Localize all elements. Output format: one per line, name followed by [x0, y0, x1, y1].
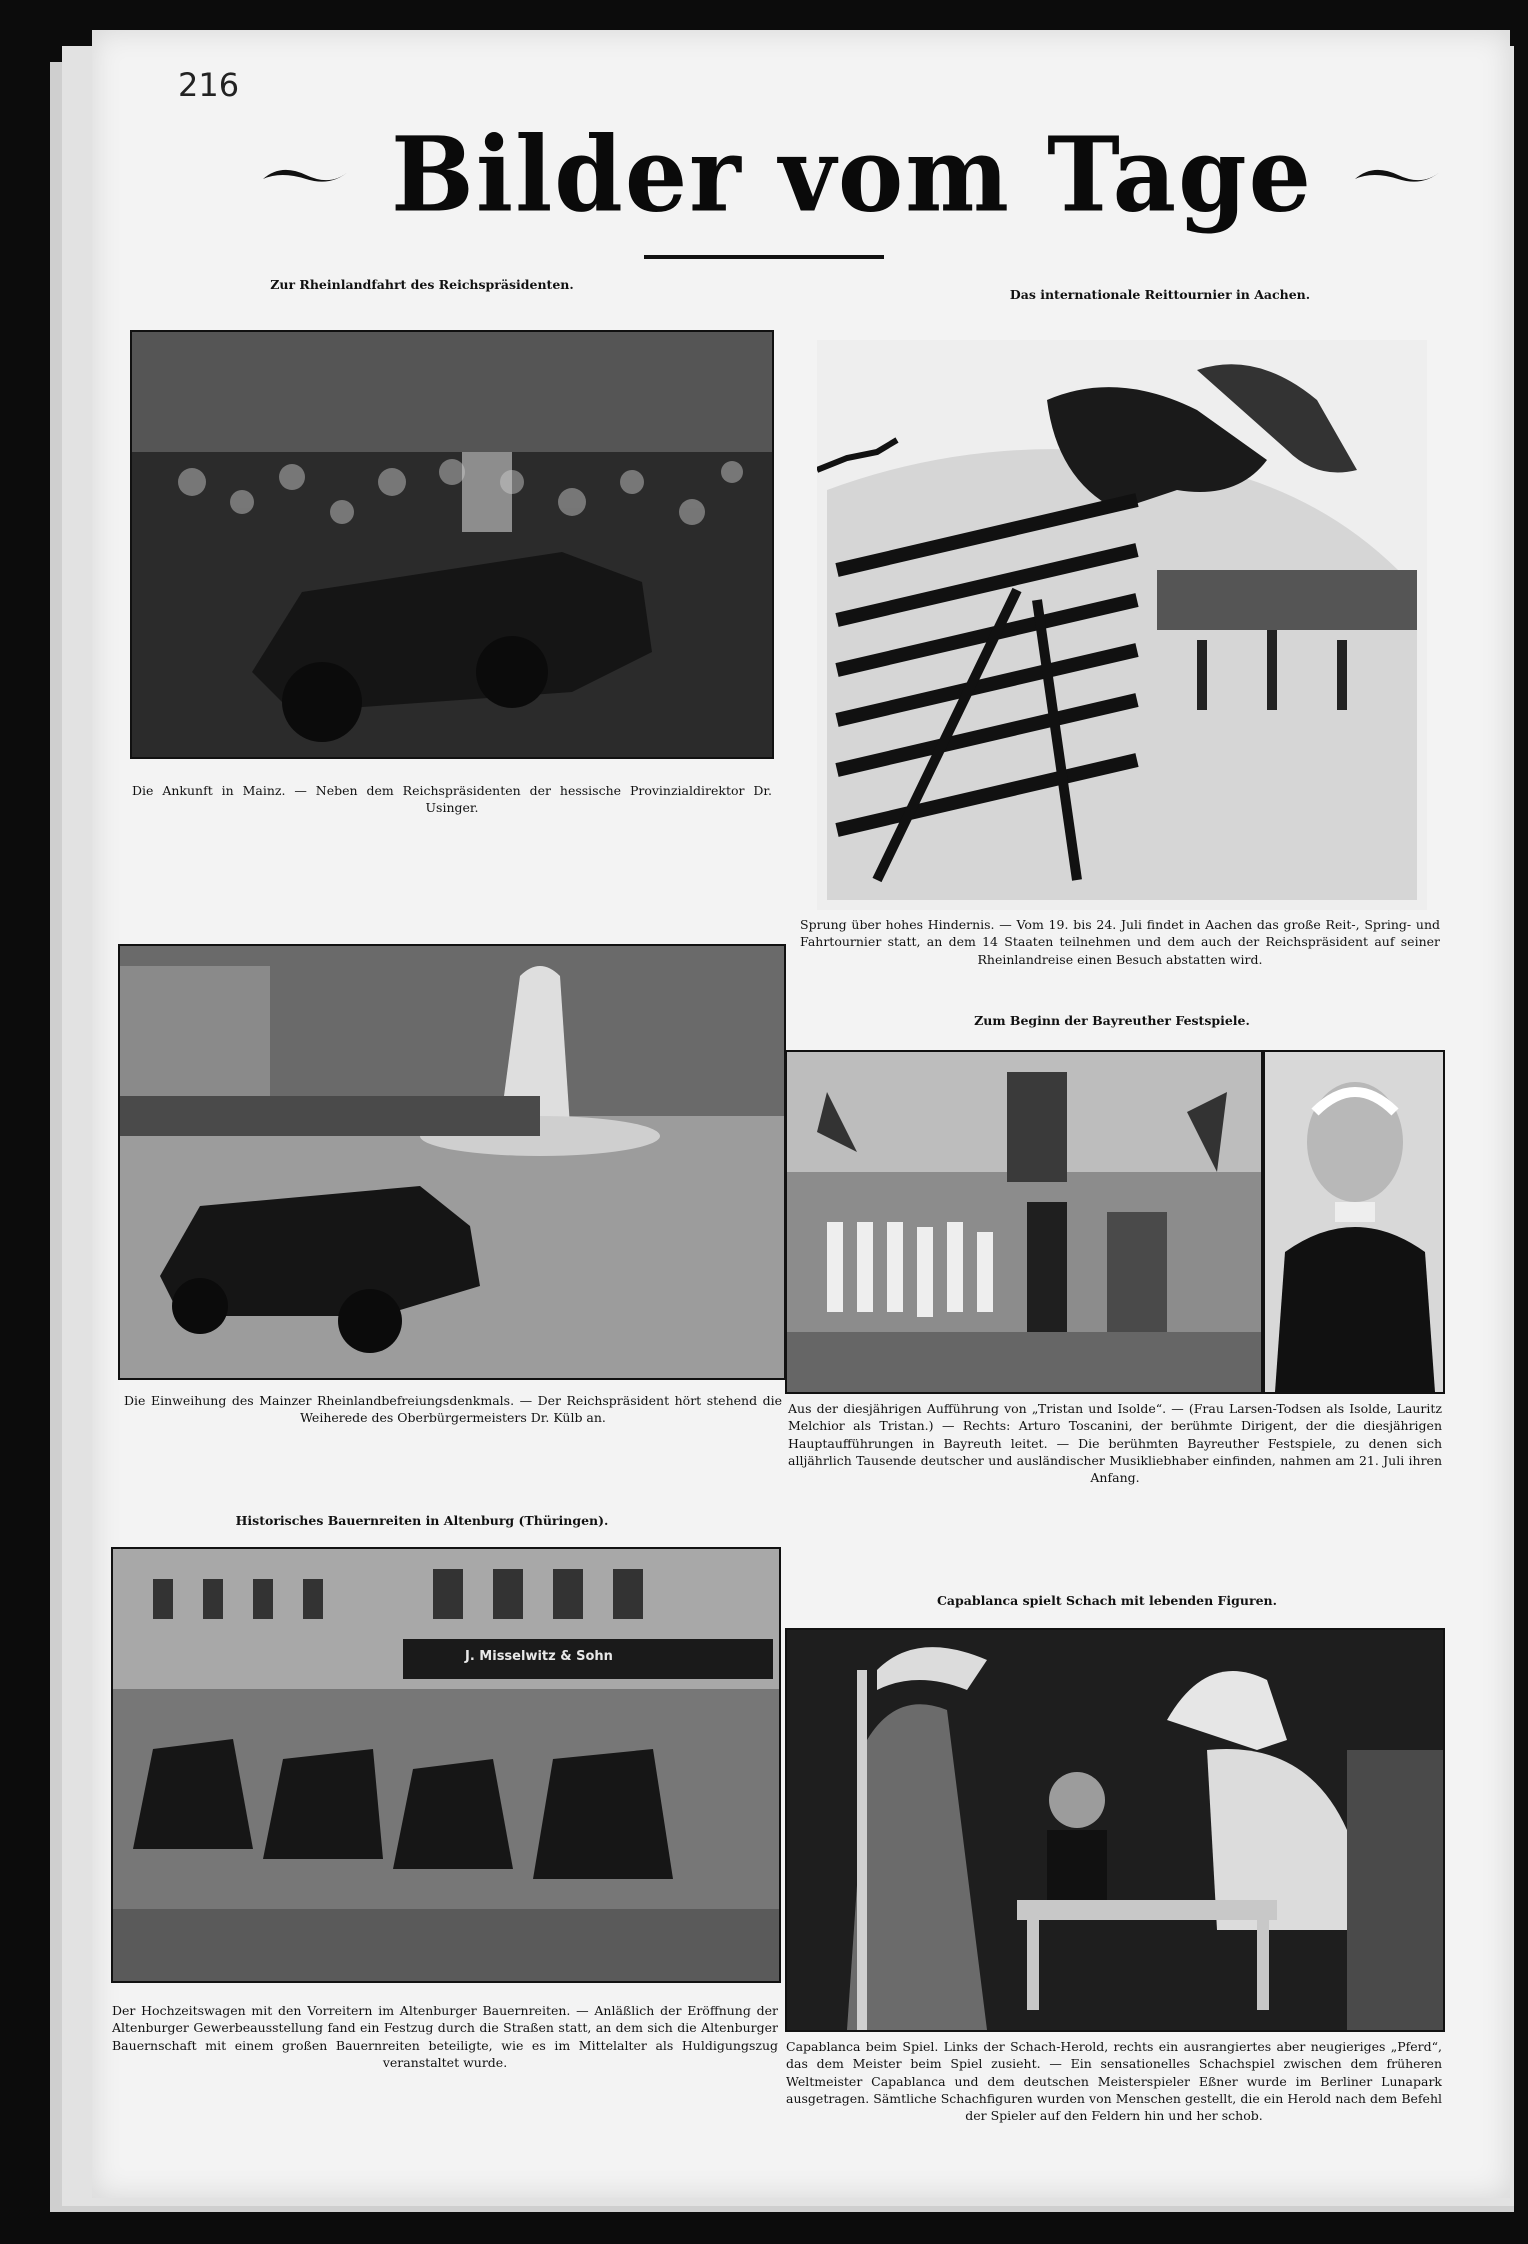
photo-caption: Die Ankunft in Mainz. — Neben dem Reichspräsidenten der hessische Provinzialdirektor Dr. Usinger.	[132, 783, 772, 816]
photo-caption: Capablanca beim Spiel. Links der Schach-Herold, rechts ein ausrangiertes aber neugieriges „Pferd“, das dem Meister beim Spiel zusieht. — Ein sensationelles Schachspiel zwischen dem früheren Weltmeister Capablanca und dem deutschen Meisterspieler Eßner wurde im Berliner Lunapark ausgetragen. Sämtliche Schachfiguren wurden von Menschen gestellt, die ein Herold nach dem Befehl der Spieler auf den Feldern hin und her schob.	[786, 2039, 1442, 2123]
section-heading: Das internationale Reittournier in Aachen.	[1009, 287, 1311, 302]
horse-jump-drawing	[817, 340, 1427, 910]
photo-caption: Die Einweihung des Mainzer Rheinlandbefreiungsdenkmals. — Der Reichspräsident hört stehend die Weiherede des Oberbürgermeisters Dr. Külb an.	[124, 1393, 782, 1426]
toscanini-portrait-photo	[1263, 1050, 1445, 1394]
title-rule	[644, 255, 884, 259]
tristan-stage-photo	[785, 1050, 1263, 1394]
masthead	[232, 116, 1472, 236]
newspaper-page	[92, 30, 1510, 2198]
horse-riders-street-photo	[111, 1547, 781, 1983]
photo-caption: Der Hochzeitswagen mit den Vorreitern im Altenburger Bauernreiten. — Anläßlich der Eröffnung der Altenburger Gewerbeausstellung fand ein Festzug durch die Straßen statt, an dem sich die Altenburger Bauernschaft mit einem großen Bauernreiten beteiligte, wie es im Mittelalter als Huldigungszug veranstaltet wurde.	[112, 2003, 778, 2070]
crowd-car-photo	[130, 330, 774, 759]
shop-sign: J. Misselwitz & Sohn	[465, 1649, 613, 1664]
page-number: 216	[178, 66, 240, 104]
section-heading: Zur Rheinlandfahrt des Reichspräsidenten.	[270, 277, 574, 292]
photo-caption: Aus der diesjährigen Aufführung von „Tristan und Isolde“. — (Frau Larsen-Todsen als Isolde, Lauritz Melchior als Tristan.) — Rechts: Arturo Toscanini, der berühmte Dirigent, der die diesjährigen Hauptaufführungen in Bayreuth leitet. — Die berühmten Bayreuther Festspiele, zu denen sich alljährlich Tausende deutscher und ausländischer Musikliebhaber einfinden, nahmen am 21. Juli ihren Anfang.	[788, 1401, 1442, 1485]
section-heading: Capablanca spielt Schach mit lebenden Figuren.	[936, 1593, 1277, 1608]
photo-caption: Sprung über hohes Hindernis. — Vom 19. bis 24. Juli findet in Aachen das große Reit-, Spring- und Fahrtournier statt, an dem 14 Staaten teilnehmen und dem auch der Reichspräsident auf seiner Rheinlandreise einen Besuch abstatten wird.	[800, 917, 1440, 967]
right-flourish-icon	[1353, 161, 1443, 191]
monument-car-photo	[118, 944, 786, 1380]
scan-edge	[1514, 40, 1528, 2220]
living-chess-photo	[785, 1628, 1445, 2032]
section-heading: Zum Beginn der Bayreuther Festspiele.	[974, 1013, 1250, 1028]
section-heading: Historisches Bauernreiten in Altenburg (Thüringen).	[235, 1513, 609, 1528]
page-title: Bilder vom Tage	[391, 115, 1313, 236]
left-flourish-icon	[261, 161, 351, 191]
